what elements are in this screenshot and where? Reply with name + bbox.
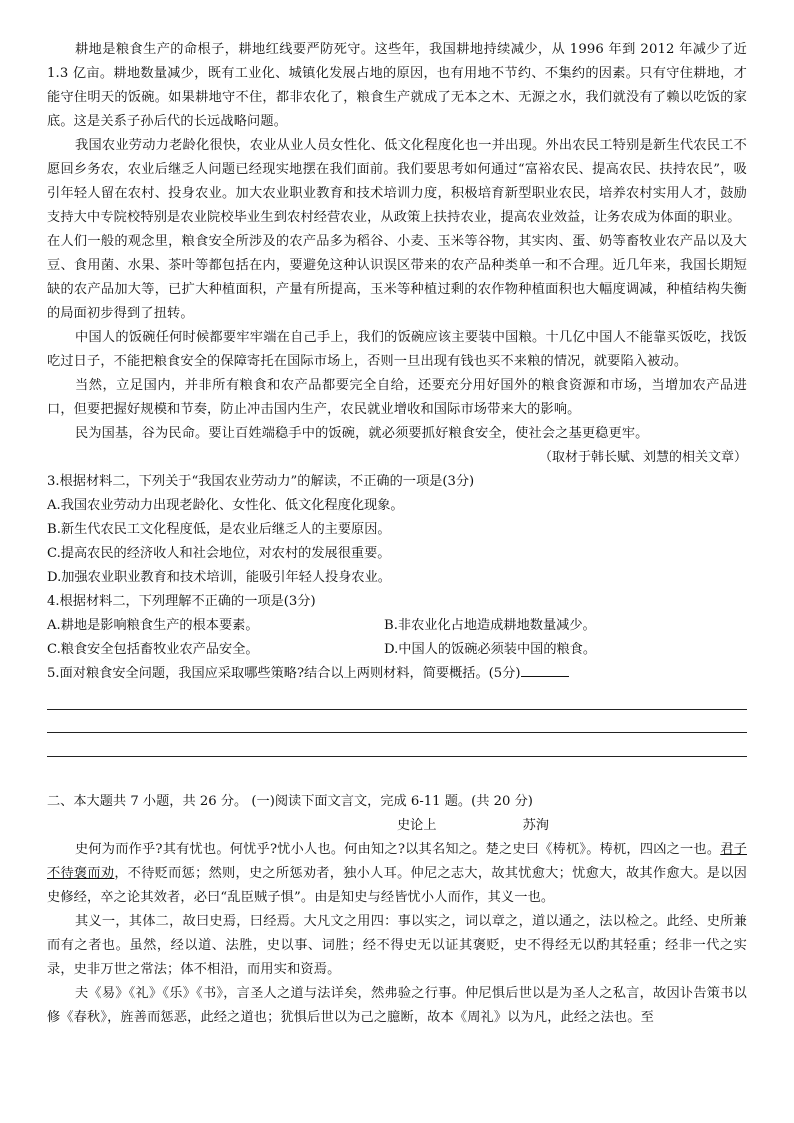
passage-title: 史论上: [397, 817, 437, 833]
material-paragraph: 民为国基，谷为民命。要让百姓端稳手中的饭碗，就必须要抓好粮食安全，使社会之基更稳更牢。: [75, 426, 649, 441]
question-5-text: 5.面对粮食安全问题，我国应采取哪些策略?结合以上两则材料，简要概括。(5分): [47, 666, 521, 681]
material-paragraph: 中国人的饭碗任何时候都要牢牢端在自己手上，我们的饭碗应该主要装中国粮。十几亿中国人不能靠买饭吃，找饭吃过日子，不能把粮食安全的保障寄托在国际市场上，否则一旦出现有钱也买不来粮的情况，就要陷入被动。: [47, 330, 747, 369]
passage-title-row: [47, 814, 747, 838]
question-4-option-c: C.粮食安全包括畜牧业农产品安全。: [47, 642, 259, 657]
material-paragraph: 在人们一般的观念里，粮食安全所涉及的农产品多为稻谷、小麦、玉米等谷物，其实肉、蛋、奶等畜牧业农产品以及大豆、食用菌、水果、茶叶等都包括在内，要避免这种认识误区带来的农产品种类单一和不合理。近几年来，我国长期短缺的农产品加大等，已扩大种植面积，产量有所提高，玉米等种植过剩的农作物种植面积也大幅度调减，种植结构失衡的局面初步得到了扭转。: [47, 234, 747, 321]
material-paragraph: 我国农业劳动力老龄化很快，农业从业人员女性化、低文化程度化也一并出现。外出农民工特别是新生代农民工不愿回乡务农，农业后继乏人问题已经现实地摆在我们面前。我们要思考如何通过“富裕农民、提高农民、扶持农民”，吸引年轻人留在农村、投身农业。加大农业职业教育和技术培训力度，积极培育新型职业农民，培养农村实用人才，鼓励支持大中专院校特别是农业院校毕业生到农村经营农业，从政策上扶持农业，提高农业效益，让务农成为体面的职业。: [47, 138, 747, 225]
passage-author: 苏洵: [522, 817, 549, 833]
section-2-heading: 二、本大题共 7 小题，共 26 分。 (一)阅读下面文言文，完成 6-11 题。(共 20 分): [47, 793, 533, 809]
question-4-options-row-1: [47, 614, 747, 638]
question-4-option-b: B.非农业化占地造成耕地数量减少。: [384, 618, 596, 633]
question-4-stem: 4.根据材料二，下列理解不正确的一项是(3分): [47, 594, 316, 609]
question-4-options-row-2: [47, 638, 747, 662]
question-3-stem: 3.根据材料二，下列关于“我国农业劳动力”的解读，不正确的一项是(3分): [47, 474, 475, 489]
question-3-option-b: B.新生代农民工文化程度低，是农业后继乏人的主要原因。: [47, 522, 391, 537]
material-paragraph: 耕地是粮食生产的命根子，耕地红线要严防死守。这些年，我国耕地持续减少，从 1996 年到 2012 年减少了近 1.3 亿亩。耕地数量减少，既有工业化、城镇化发展占地的原因，也有用地不节约、不集约的因素。只有守住耕地，才能守住明天的饭碗。如果耕地守不住，都非农化了，粮食生产就成了无本之木、无源之水，我们就没有了赖以吃饭的家底。这是关系子孙后代的长远战略问题。: [47, 42, 747, 129]
answer-line[interactable]: [47, 733, 747, 757]
passage-paragraph: 其义一，其体二，故曰史焉，曰经焉。大凡文之用四：事以实之，词以章之，道以通之，法以检之。此经、史所兼而有之者也。虽然，经以道、法胜，史以事、词胜；经不得史无以证其褒贬，史不得经无以酌其轻重；经非一代之实录，史非万世之常法；体不相沿，而用实和资焉。: [47, 913, 747, 977]
answer-line[interactable]: [47, 710, 747, 734]
question-5-inline-blank[interactable]: [521, 662, 569, 677]
answer-line[interactable]: [47, 686, 747, 710]
passage-text: ，不待贬而惩；然则，史之所惩劝者，独小人耳。仲尼之志大，故其忧愈大；忧愈大，故其作愈大。是以因史修经，卒之论其效者，必曰“乱臣贼子惧”。由是知史与经皆忧小人而作，其义一也。: [47, 865, 748, 905]
question-3-option-a: A.我国农业劳动力出现老龄化、女性化、低文化程度化现象。: [47, 498, 404, 513]
passage-paragraph: 夫《易》《礼》《乐》《书》，言圣人之道与法详矣，然弗验之行事。仲尼惧后世以是为圣人之私言，故因讣告策书以修《春秋》，旌善而惩恶，此经之道也；犹惧后世以为己之臆断，故本《周礼》以为凡，此经之法也。至: [47, 985, 747, 1025]
passage-text: 史何为而作乎?其有忧也。何忧乎?忧小人也。何由知之?以其名知之。楚之史曰《梼杌》。梼杌，四凶之一也。: [75, 841, 721, 857]
material-paragraph: 当然，立足国内，并非所有粮食和农产品都要完全自给，还要充分用好国外的粮食资源和市场，当增加农产品进口，但要把握好规模和节奏，防止冲击国内生产，农民就业增收和国际市场带来大的影响。: [47, 378, 747, 417]
passage-paragraph: [47, 838, 747, 910]
section-gap: [47, 757, 747, 790]
question-5-stem: [47, 662, 747, 686]
underlined-phrase: 君子不待褒而劝: [47, 841, 747, 881]
material-source: （取材于韩长赋、刘慧的相关文章）: [538, 450, 747, 465]
question-4-option-d: D.中国人的饭碗必须装中国的粮食。: [384, 642, 597, 657]
question-3-option-c: C.提高农民的经济收人和社会地位，对农村的发展很重要。: [47, 546, 391, 561]
question-3-option-d: D.加强农业职业教育和技术培训，能吸引年轻人投身农业。: [47, 570, 391, 585]
exam-page: [47, 38, 747, 1030]
question-4-option-a: A.耕地是影响粮食生产的根本要素。: [47, 618, 259, 633]
